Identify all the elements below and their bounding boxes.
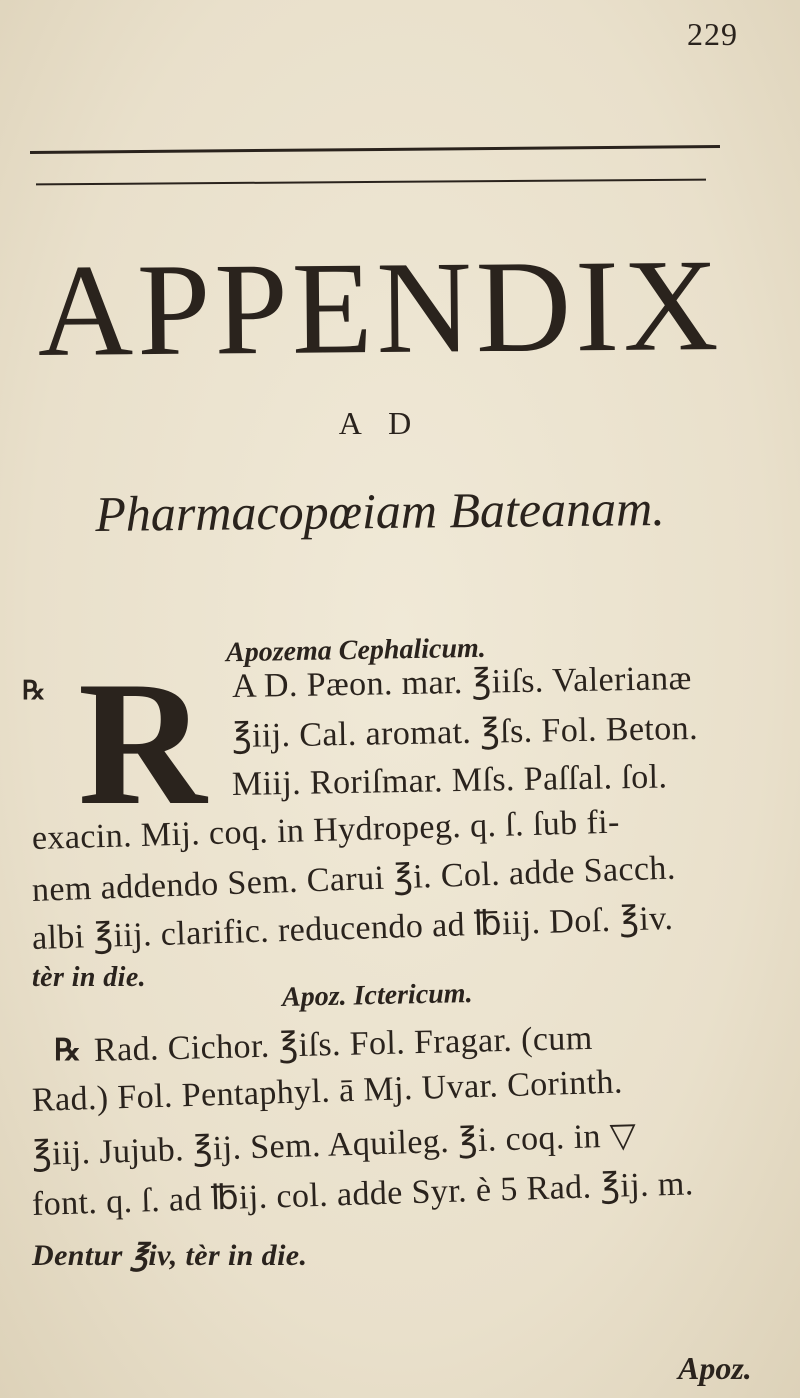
- text-line: Rad. Cichor. ℥iſs. Fol. Fragar. (cum: [93, 1019, 593, 1069]
- page-title: APPENDIX: [37, 231, 723, 384]
- page-number: 229: [687, 16, 738, 52]
- catchword: Apoz.: [678, 1350, 752, 1386]
- text-line: Dentur ℥iv, tèr in die.: [32, 1239, 308, 1272]
- page-subtitle: Pharmacopœiam Bateanam.: [95, 480, 665, 542]
- text-line: A D. Pæon. mar. ℥iiſs. Valerianæ: [231, 659, 692, 705]
- text-line: exacin. Mij. coq. in Hydropeg. q. ſ. ſub fi-: [31, 803, 621, 857]
- text-line: albi ℥iij. clarific. reducendo ad ℔iij. Doſ. ℥iv.: [31, 899, 674, 957]
- text-line: Rad.) Fol. Pentaphyl. ā Mj. Uvar. Corinth.: [31, 1063, 624, 1119]
- drop-cap: R: [78, 644, 207, 842]
- text-line: nem addendo Sem. Carui ℥i. Col. adde Sacch.: [31, 849, 677, 909]
- text-line: Miij. Roriſmar. Mſs. Paſſal. ſol.: [231, 758, 668, 803]
- section-heading-ictericum: Apoz. Ictericum.: [281, 978, 473, 1013]
- section-heading-cephalicum: Apozema Cephalicum.: [225, 632, 487, 669]
- double-rule-top: [30, 145, 720, 154]
- recipe-symbol: ℞: [22, 676, 46, 705]
- text-line: ℥iij. Cal. aromat. ℥ſs. Fol. Beton.: [231, 709, 699, 755]
- text-line: font. q. ſ. ad ℔ij. col. adde Syr. è 5 Rad. ℥ij. m.: [31, 1165, 695, 1223]
- recipe-symbol: ℞: [54, 1034, 81, 1067]
- text-line: tèr in die.: [32, 962, 147, 993]
- title-preposition: A D: [338, 405, 422, 441]
- text-line: ℥iij. Jujub. ℥ij. Sem. Aquileg. ℥i. coq. in ▽: [31, 1117, 637, 1173]
- double-rule-bottom: [36, 179, 706, 186]
